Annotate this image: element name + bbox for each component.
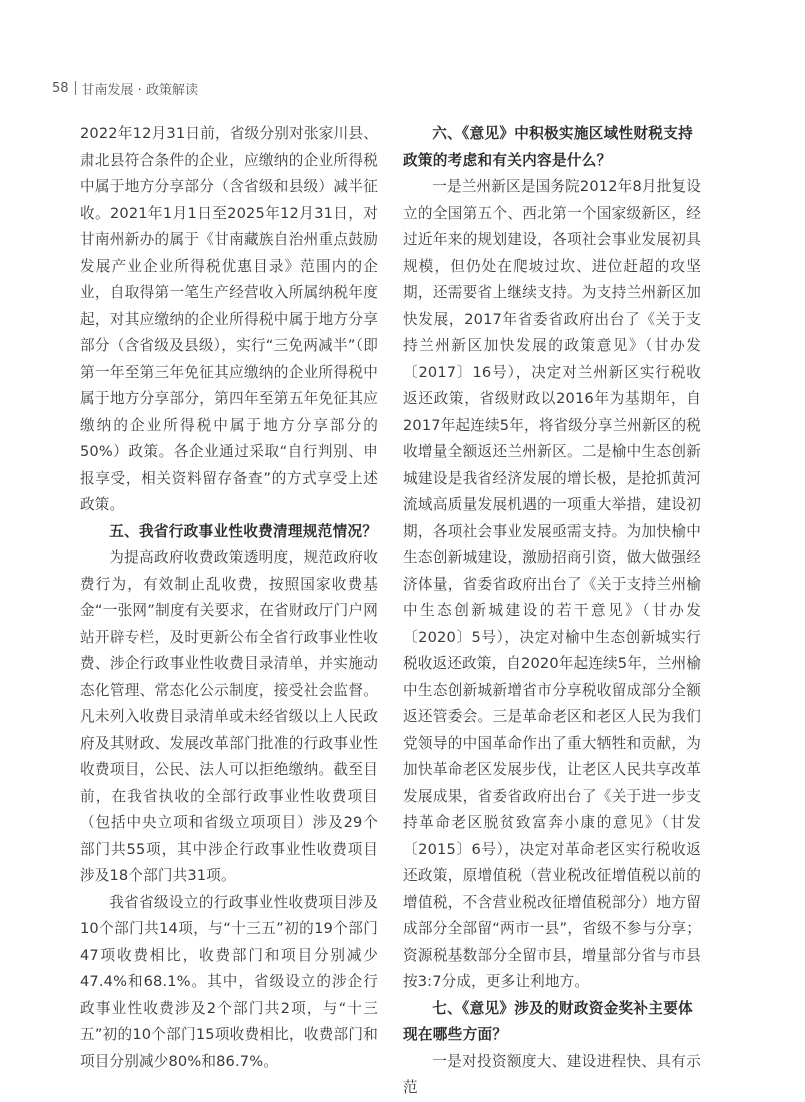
header-divider — [75, 81, 76, 95]
page-number: 58 — [52, 80, 69, 96]
right-column — [403, 121, 701, 1102]
left-paragraph-1: 2022年12月31日前，省级分别对张家川县、肃北县符合条件的企业，应缴纳的企业所得税中属于地方分享部分（含省级和县级）减半征收。2021年1月1日至2025年12月31日，对甘南州新办的属于《甘南藏族自治州重点鼓励发展产业企业所得税优惠目录》范围内的企业，自取得第一笔生产经营收入所属纳税年度起，对其应缴纳的企业所得税中属于地方分享部分（含省级及县级），实行“三免两减半”（即第一年至第三年免征其应缴纳的企业所得税中属于地方分享部分，第四年至第五年免征其应缴纳的企业所得税中属于地方分享部分的50%）政策。各企业通过采取“自行判别、申报享受，相关资料留存备查”的方式享受上述政策。 — [80, 125, 378, 513]
left-paragraph-2: 为提高政府收费政策透明度，规范政府收费行为，有效制止乱收费，按照国家收费基金“一张网”制度有关要求，在省财政厅门户网站开辟专栏，及时更新公布全省行政事业性收费、涉企行政事业性收费目录清单，并实施动态化管理、常态化公示制度，接受社会监督。凡未列入收费目录清单或未经省级以上人民政府及其财政、发展改革部门批准的行政事业性收费项目，公民、法人可以拒绝缴纳。截至目前，在我省执收的全部行政事业性收费项目（包括中央立项和省级立项项目）涉及29个部门共55项，其中涉企行政事业性收费项目涉及18个部门共31项。 — [80, 549, 378, 884]
left-paragraph-3: 我省省级设立的行政事业性收费项目涉及10个部门共14项，与“十三五”初的19个部门47项收费相比，收费部门和项目分别减少47.4%和68.1%。其中，省级设立的涉企行政事业性收费涉及2个部门共2项，与“十三五”初的10个部门15项收费相比，收费部门和项目分别减少80%和86.7%。 — [80, 893, 378, 1070]
right-paragraph-1: 一是兰州新区是国务院2012年8月批复设立的全国第五个、西北第一个国家级新区，经过近年来的规划建设，各项社会事业发展初具规模，但仍处在爬坡过坎、进位赶超的攻坚期，还需要省上继续支持。为支持兰州新区加快发展，2017年省委省政府出台了《关于支持兰州新区加快发展的政策意见》（甘办发〔2017〕16号），决定对兰州新区实行税收返还政策，省级财政以2016年为基期年，自2017年起连续5年，将省级分享兰州新区的税收增量全额返还兰州新区。二是榆中生态创新城建设是我省经济发展的增长极，是抢抓黄河流域高质量发展机遇的一项重大举措，建设初期，各项社会事业发展亟需支持。为加快榆中生态创新城建设，激励招商引资，做大做强经济体量，省委省政府出台了《关于支持兰州榆中生态创新城建设的若干意见》（甘办发〔2020〕5号），决定对榆中生态创新城实行税收返还政策，自2020年起连续5年，兰州榆中生态创新城新增省市分享税收留成部分全额返还管委会。三是革命老区和老区人民为我们党领导的中国革命作出了重大牺牲和贡献，为加快革命老区发展步伐，让老区人民共享改革发展成果，省委省政府出台了《关于进一步支持革命老区脱贫致富奔小康的意见》（甘发〔2015〕6号），决定对革命老区实行税收返还政策，原增值税（营业税改征增值税以前的增值税，不含营业税改征增值税部分）地方留成部分全部留“两市一县”，省级不参与分享；资源税基数部分全留市县，增量部分省与市县按3:7分成，更多让利地方。 — [403, 178, 701, 990]
running-header — [52, 79, 198, 97]
section-heading-7: 七、《意见》涉及的财政资金奖补主要体现在哪些方面？ — [403, 999, 693, 1043]
section-heading-5: 五、我省行政事业性收费清理规范情况？ — [109, 522, 378, 540]
left-column — [80, 121, 378, 1075]
running-title: 甘南发展 · 政策解读 — [81, 82, 198, 98]
section-heading-6: 六、《意见》中积极实施区域性财税支持政策的考虑和有关内容是什么？ — [403, 125, 693, 169]
right-paragraph-2: 一是对投资额度大、建设进程快、具有示范 — [403, 1052, 701, 1096]
